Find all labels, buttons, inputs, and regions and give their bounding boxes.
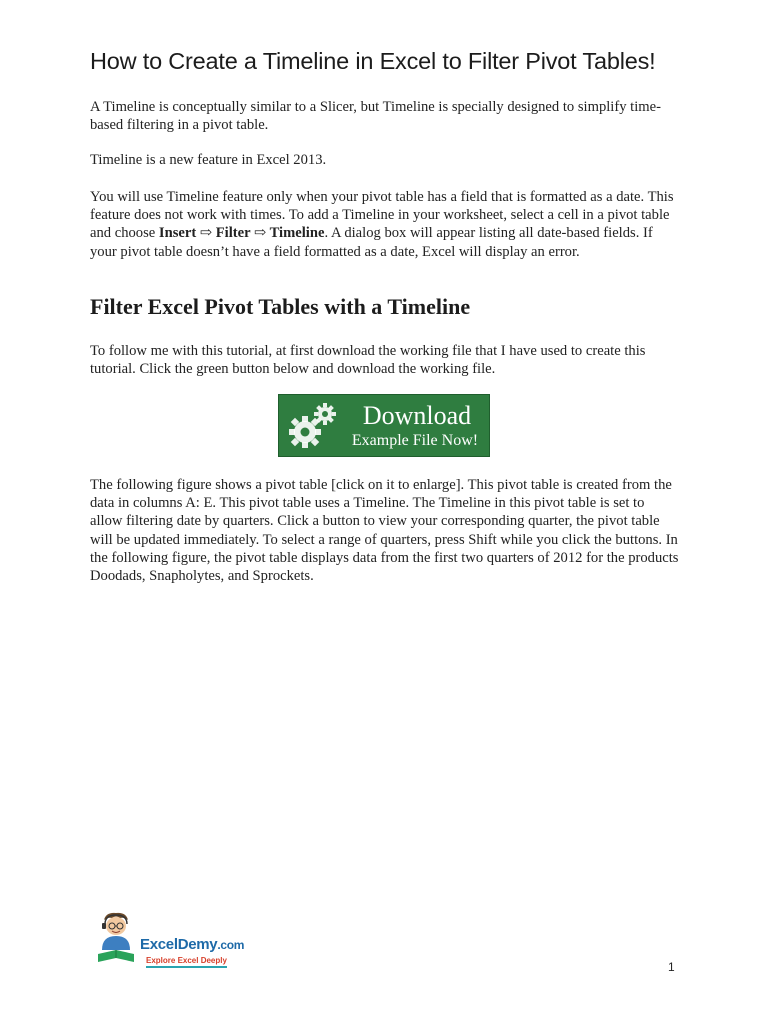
logo-tagline: Explore Excel Deeply bbox=[146, 956, 227, 968]
usage-text-end: . A dialog box will appear listing all date-based fields. If your pivot table doesn’t have a field formatted as a date, Excel will display an error. bbox=[90, 225, 653, 260]
download-example-button[interactable] bbox=[278, 394, 490, 457]
menu-timeline: Timeline bbox=[269, 225, 325, 242]
mascot-icon bbox=[90, 910, 142, 966]
page-number: 1 bbox=[668, 960, 675, 974]
exceldemy-logo[interactable] bbox=[90, 910, 245, 972]
download-label: Download bbox=[362, 401, 472, 430]
figure-paragraph: The following figure shows a pivot table [click on it to enlarge]. This pivot table is created from the data in columns A: E. This pivot table uses a Timeline. The Timeline in this pivot table is set to allow filtering date by quarters. Click a button to view your corresponding quarter, the pivot table will be updated immediately. To select a range of quarters, press Shift while you click the buttons. In the following figure, the pivot table displays data from the first two quarters of 2012 for the products Doodads, Snapholytes, and Sprockets. bbox=[90, 477, 679, 585]
logo-brand-name: ExcelDemy bbox=[140, 936, 218, 953]
feature-paragraph: Timeline is a new feature in Excel 2013. bbox=[90, 152, 327, 168]
page-title: How to Create a Timeline in Excel to Filter Pivot Tables! bbox=[90, 48, 656, 74]
menu-arrow: ⇨ bbox=[196, 225, 216, 242]
logo-wordmark bbox=[140, 936, 244, 953]
intro-paragraph: A Timeline is conceptually similar to a Slicer, but Timeline is specially designed to simplify time-based filtering in a pivot table. bbox=[90, 99, 661, 134]
gears-icon bbox=[285, 400, 341, 452]
usage-text-start: You will use Timeline feature only when your pivot table has a field that is formatted as a date. This feature does not work with times. To add a Timeline in your worksheet, select a cell in a pivot table and choose bbox=[90, 189, 674, 242]
section-heading: Filter Excel Pivot Tables with a Timeline bbox=[90, 294, 471, 319]
menu-arrow: ⇨ bbox=[250, 225, 270, 242]
usage-paragraph bbox=[90, 188, 680, 261]
tutorial-paragraph: To follow me with this tutorial, at first download the working file that I have used to create this tutorial. Click the green button below and download the working file. bbox=[90, 343, 646, 378]
logo-domain: .com bbox=[217, 938, 245, 952]
menu-filter: Filter bbox=[215, 225, 251, 242]
menu-insert: Insert bbox=[158, 225, 197, 242]
download-sublabel: Example File Now! bbox=[351, 432, 479, 449]
